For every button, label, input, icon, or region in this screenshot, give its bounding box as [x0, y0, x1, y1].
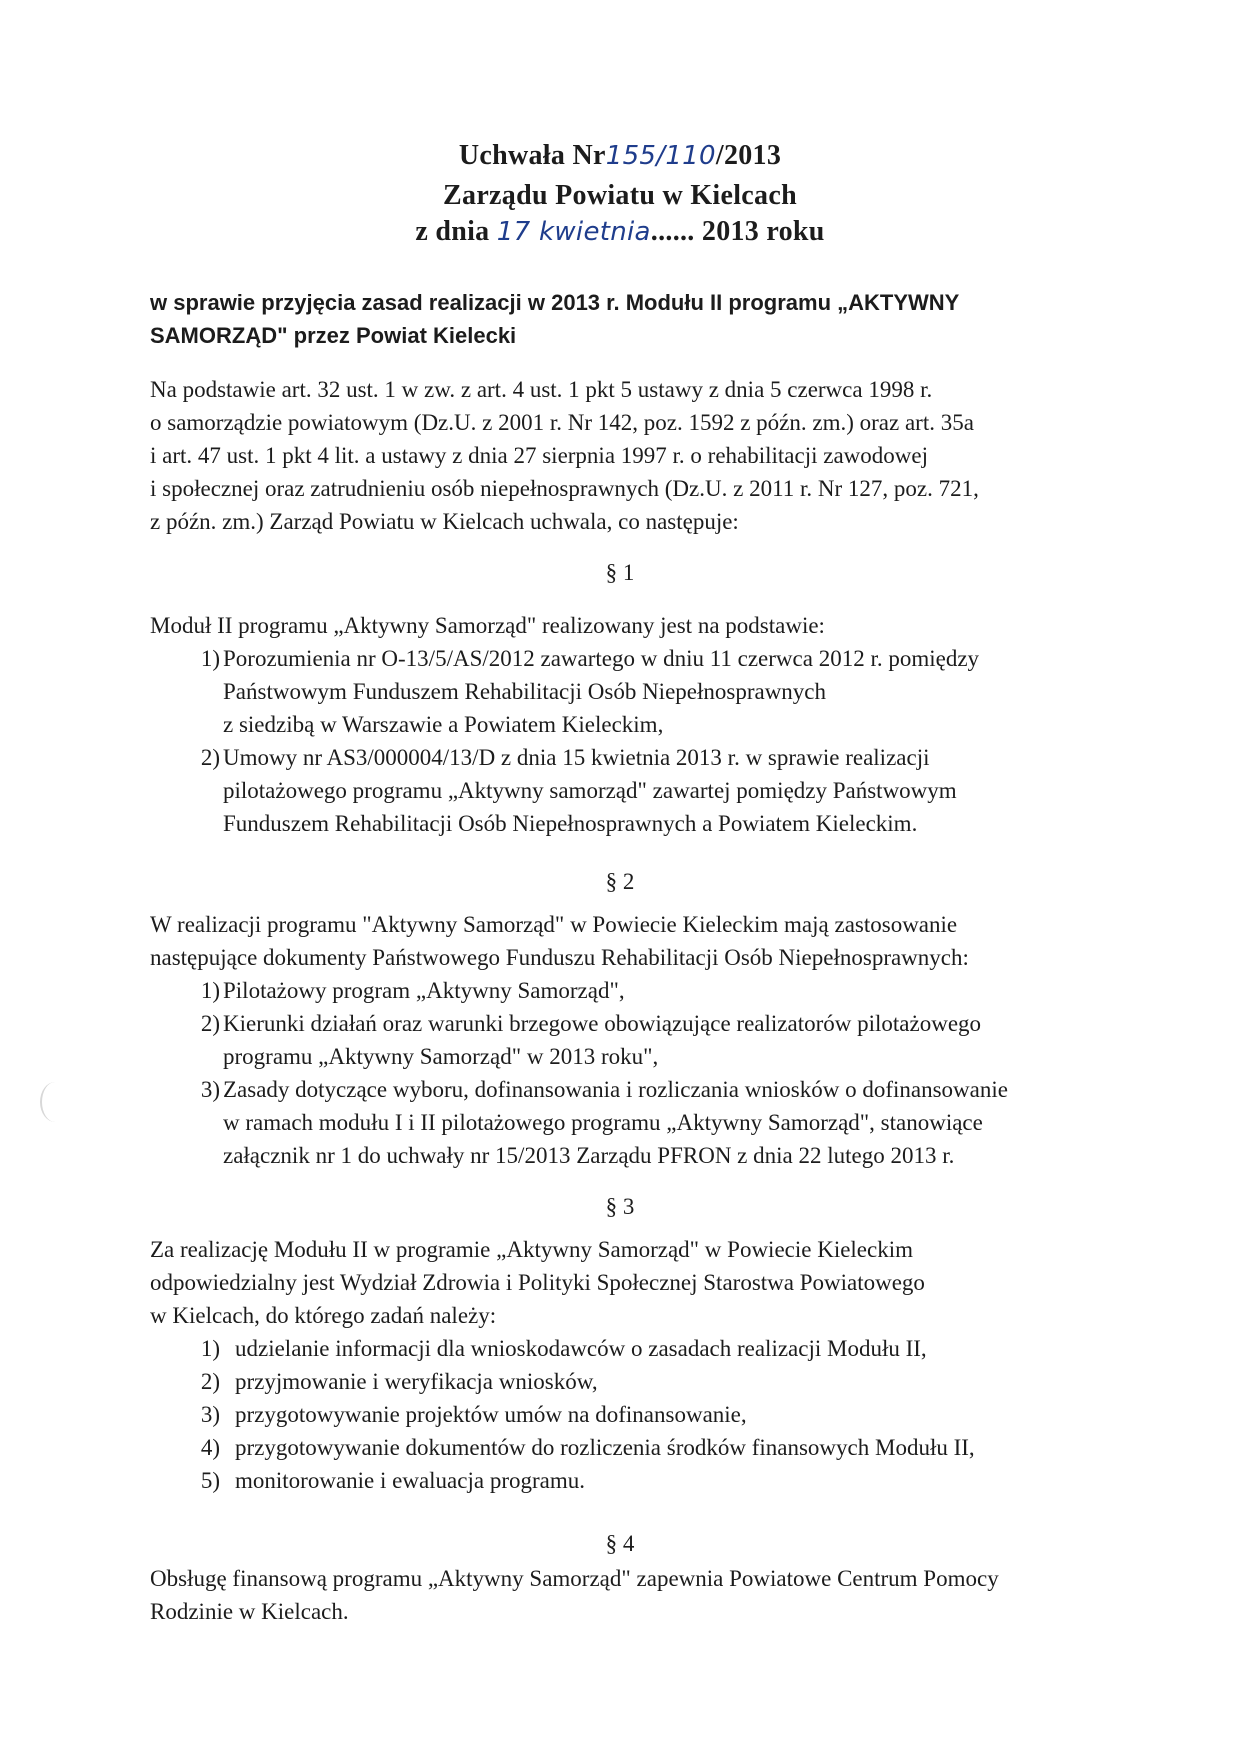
preamble-line: Na podstawie art. 32 ust. 1 w zw. z art. 4 ust. 1 pkt 5 ustawy z dnia 5 czerwca 1998 r.: [150, 377, 933, 402]
section-1-intro: Moduł II programu „Aktywny Samorząd" realizowany jest na podstawie:: [150, 613, 825, 638]
scan-hole-punch-mark: [40, 1082, 70, 1122]
section-3-intro: Za realizację Modułu II w programie „Aktywny Samorząd" w Powiecie Kieleckim odpowiedzialny jest Wydział Zdrowia i Polityki Społecznej Starostwa Powiatowego w Kielcach, do którego zadań należy:: [150, 1237, 925, 1328]
preamble-line: o samorządzie powiatowym (Dz.U. z 2001 r. Nr 142, poz. 1592 z późn. zm.) oraz art. 35a: [150, 410, 974, 435]
issuing-body: Zarządu Powiatu w Kielcach: [443, 180, 797, 211]
section-4-heading: § 4: [605, 1531, 635, 1556]
preamble-line: i art. 47 ust. 1 pkt 4 lit. a ustawy z dnia 27 sierpnia 1997 r. o rehabilitacji zawodowej: [150, 443, 928, 468]
preamble: [150, 373, 1100, 538]
document-page: Uchwała Nr155/110/2013 Zarządu Powiatu w Kielcach z dnia 17 kwietnia...... 2013 roku w sprawie przyjęcia zasad realizacji w 2013 r. Modułu II programu „AKTYWNY SAMORZĄD" przez Powiat Kielecki Na podstawie art. 32 ust. 1 w zw. z art. 4 ust. 1 pkt 5 ustawy z dnia 5 czerwca 1998 r. o samorządzie powiatowym (Dz.U. z 2001 r. Nr 142, poz. 1592 z późn. zm.) oraz art. 35a i art. 47 ust. 1 pkt 4 lit. a ustawy z dnia 27 sierpnia 1997 r. o rehabilitacji zawodowej i społecznej oraz zatrudnieniu osób niepełnosprawnych (Dz.U. z 2011 r. Nr 127, poz. 721, z późn. zm.) Zarząd Powiatu w Kielcach uchwala, co następuje: § 1 Moduł II programu „Aktywny Samorząd" realizowany jest na podstawie: 1) Porozumienia nr O-13/5/AS/2012 zawartego w dniu 11 czerwca 2012 r. pomiędzy Państwowym Funduszem Rehabilitacji Osób Niepełnosprawnych z siedzibą w Warszawie a Powiatem Kieleckim, 2) Umowy nr AS3/000004/13/D z dnia 15 kwietnia 2013 r. w sprawie realizacji pilotażowego programu „Aktywny samorząd" zawartej pomiędzy Państwowym Funduszem Rehabilitacji Osób Niepełnosprawnych a Powiatem Kieleckim. § 2 W realizacji programu "Aktywny Samorząd" w Powiecie Kieleckim mają zastosowanie następujące dokumenty Państwowego Funduszu Rehabilitacji Osób Niepełnosprawnych: 1) Pilotażowy program „Aktywny Samorząd", 2) Kierunki działań oraz warunki brzegowe obowiązujące realizatorów pilotażowego programu „Aktywny Samorząd" w 2013 roku", 3) Zasady dotyczące wyboru, dofinansowania i rozliczania wniosków o dofinansowanie w ramach modułu I i II pilotażowego programu „Aktywny Samorząd", stanowiące załącznik nr 1 do uchwały nr 15/2013 Zarządu PFRON z dnia 22 lutego 2013 r. § 3 Za realizację Modułu II w programie „Aktywny Samorząd" w Powiecie Kieleckim odpowiedzialny jest Wydział Zdrowia i Polityki Społecznej Starostwa Powiatowego w Kielcach, do którego zadań należy: 1) udzielanie informacji dla wnioskodawców o zasadach realizacji Modułu II, 2) przyjmowanie i weryfikacja wniosków, 3) przygotowywanie projektów umów na dofinansowanie, 4) przygotowywanie dokumentów do rozliczenia środków finansowych Modułu II, 5) monitorowanie i ewaluacja programu. § 4 Obsługę finansową programu „Aktywny Samorząd" zapewnia Powiatowe Centrum Pomocy Rodzinie w Kielcach.: [0, 0, 1240, 1754]
resolution-date: z dnia 17 kwietnia...... 2013 roku: [415, 216, 825, 247]
resolution-subject: w sprawie przyjęcia zasad realizacji w 2013 r. Modułu II programu „AKTYWNY SAMORZĄD" przez Powiat Kielecki: [150, 290, 960, 348]
preamble-line: z późn. zm.) Zarząd Powiatu w Kielcach uchwala, co następuje:: [150, 509, 739, 534]
handwritten-date: 17 kwietnia: [496, 217, 651, 247]
section-1-heading: § 1: [605, 560, 635, 585]
section-3-heading: § 3: [605, 1194, 635, 1219]
section-4-text: Obsługę finansową programu „Aktywny Samorząd" zapewnia Powiatowe Centrum Pomocy Rodzinie w Kielcach.: [150, 1566, 999, 1624]
resolution-title: Uchwała Nr155/110/2013: [458, 140, 782, 171]
section-2-heading: § 2: [605, 869, 635, 894]
preamble-line: i społecznej oraz zatrudnieniu osób niepełnosprawnych (Dz.U. z 2011 r. Nr 127, poz. 721,: [150, 476, 979, 501]
section-2-intro: W realizacji programu "Aktywny Samorząd" w Powiecie Kieleckim mają zastosowanie następujące dokumenty Państwowego Funduszu Rehabilitacji Osób Niepełnosprawnych:: [150, 912, 969, 970]
handwritten-number: 155/110: [605, 141, 716, 171]
